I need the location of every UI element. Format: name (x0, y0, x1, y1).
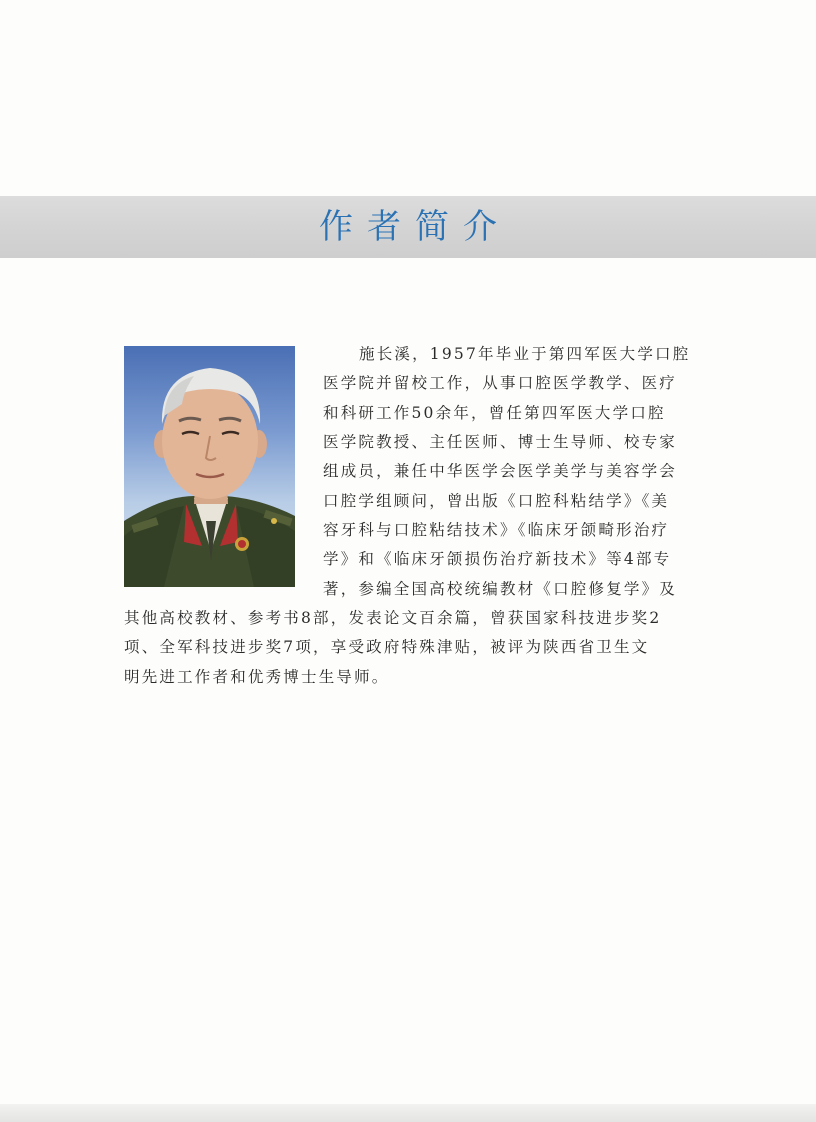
bio-line: 学》和《临床牙颌损伤治疗新技术》等4部专 (323, 550, 672, 568)
bio-line: 明先进工作者和优秀博士生导师。 (124, 668, 390, 686)
page-bottom-edge (0, 1104, 816, 1122)
bio-line: 和科研工作50余年，曾任第四军医大学口腔 (323, 404, 666, 422)
bio-line: 项、全军科技进步奖7项，享受政府特殊津贴，被评为陕西省卫生文 (124, 638, 650, 656)
bio-line: 口腔学组顾问，曾出版《口腔科粘结学》《美 (323, 492, 670, 510)
bio-line: 组成员，兼任中华医学会医学美学与美容学会 (323, 462, 678, 480)
page-title: 作者简介 (319, 207, 511, 247)
title-band (0, 196, 816, 258)
bio-line: 容牙科与口腔粘结技术》《临床牙颌畸形治疗 (323, 521, 670, 539)
bio-line: 其他高校教材、参考书8部，发表论文百余篇，曾获国家科技进步奖2 (124, 609, 662, 627)
bio-line: 施长溪，1957年毕业于第四军医大学口腔 (359, 345, 691, 363)
author-portrait (124, 346, 295, 587)
portrait-icon (124, 346, 295, 587)
bio-line: 医学院教授、主任医师、博士生导师、校专家 (323, 433, 678, 451)
bio-line: 著，参编全国高校统编教材《口腔修复学》及 (323, 580, 678, 598)
bio-line: 医学院并留校工作，从事口腔医学教学、医疗 (323, 374, 678, 392)
